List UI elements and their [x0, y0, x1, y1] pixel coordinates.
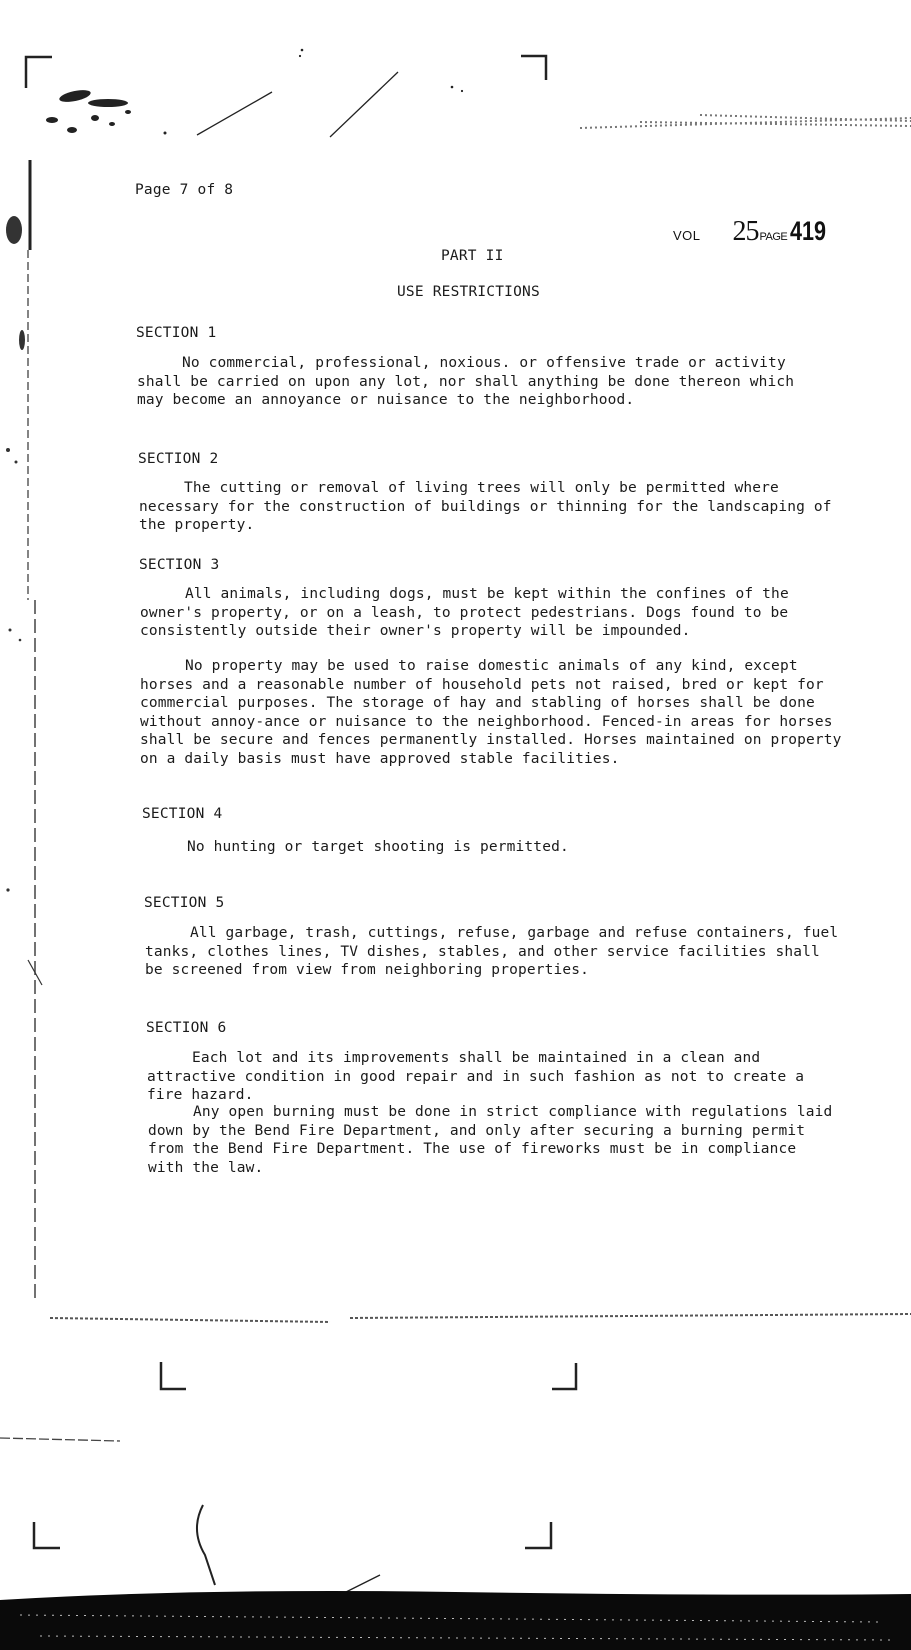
paragraph: No hunting or target shooting is permitted.	[187, 839, 569, 855]
paragraph: No commercial, professional, noxious. or offensive trade or activity shall be carried on upon any lot, nor shall anything be done thereon which may become an annoyance or nuisance to the neighborhood.	[137, 355, 803, 408]
paragraph: Any open burning must be done in strict compliance with regulations laid down by the Bend Fire Department, and only after securing a burning permit from the Bend Fire Department. The use of fireworks must be in compliance with the law.	[148, 1104, 842, 1176]
section-heading: SECTION 5	[144, 895, 225, 911]
section-heading: SECTION 6	[146, 1020, 227, 1036]
paragraph: Each lot and its improvements shall be maintained in a clean and attractive condition in good repair and in such fashion as not to create a fire hazard.	[147, 1050, 813, 1103]
page-indicator: Page 7 of 8	[135, 182, 234, 198]
section-heading: SECTION 4	[142, 806, 223, 822]
vol-label: VOL	[673, 228, 701, 243]
subtitle: USE RESTRICTIONS	[397, 284, 540, 300]
part-title: PART II	[441, 248, 504, 264]
volume-page-stamp	[673, 216, 835, 256]
paragraph: All animals, including dogs, must be kept within the confines of the owner's property, or on a leash, to protect pedestrians. Dogs found to be consistently outside their owner's property will be impounded.	[140, 586, 798, 639]
section-heading: SECTION 1	[136, 325, 217, 341]
section-heading: SECTION 2	[138, 451, 219, 467]
page-label: PAGE	[759, 231, 788, 243]
paragraph: No property may be used to raise domestic animals of any kind, except horses and a reasonable number of household pets not raised, bred or kept for commercial purposes. The storage of hay and stabling of horses shall be done without annoy-ance or nuisance to the neighborhood. Fenced-in areas for horses shall be secure and fences permanently installed. Horses maintained on property on a daily basis must have approved stable facilities.	[140, 658, 851, 767]
page-number: 419	[790, 216, 827, 246]
vol-number: 25	[732, 216, 759, 247]
section-heading: SECTION 3	[139, 557, 220, 573]
paragraph: The cutting or removal of living trees will only be permitted where necessary for the construction of buildings or thinning for the landscaping of the property.	[139, 480, 841, 533]
paragraph: All garbage, trash, cuttings, refuse, garbage and refuse containers, fuel tanks, clothes lines, TV dishes, stables, and other service facilities shall be screened from view from neighboring properties.	[145, 925, 848, 978]
